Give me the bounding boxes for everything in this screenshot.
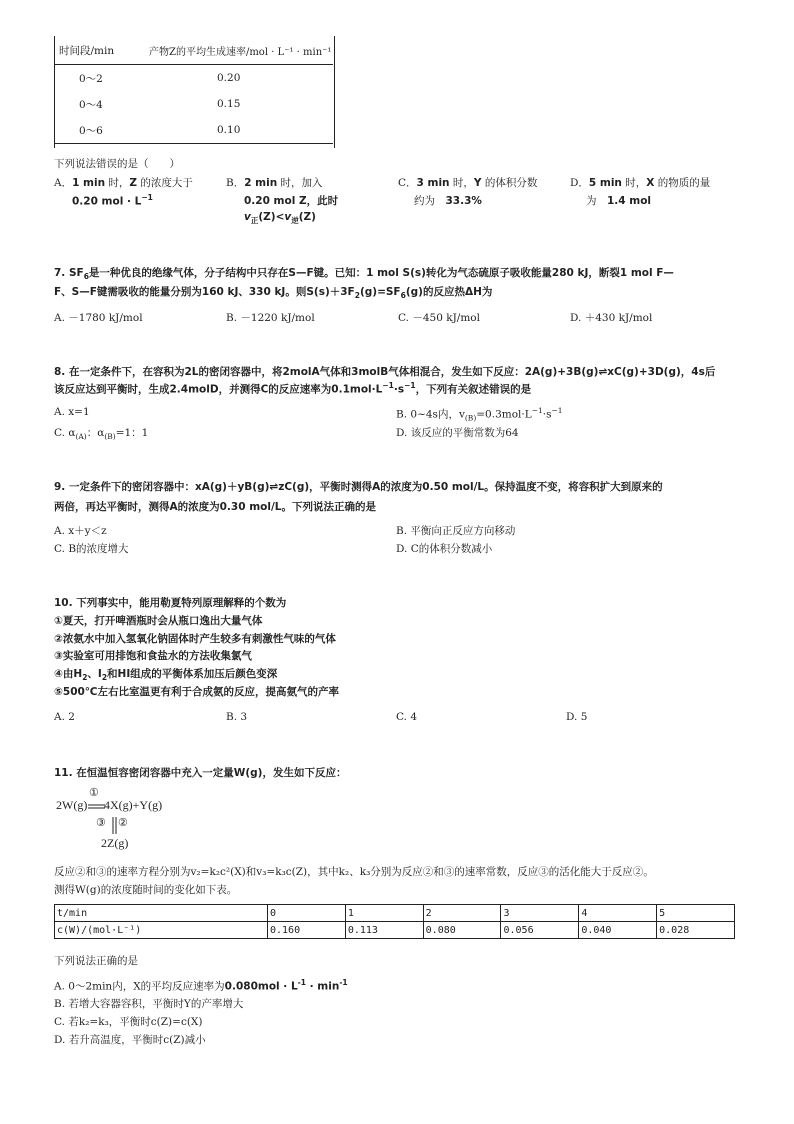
q10-option-c[interactable]: C. 4 <box>396 711 418 723</box>
q9-option-c[interactable]: C. B的浓度增大 <box>54 543 129 555</box>
text: 是一种优良的绝缘气体，分子结构中只存在S—F键。已知：1 mol S(s)转化为气态硫原子吸收能量280 kJ，断裂1 mol F— <box>88 267 674 279</box>
q9-option-d[interactable]: D. C的体积分数减小 <box>396 543 493 555</box>
text: (B) <box>464 413 477 423</box>
text: 时， <box>108 177 130 189</box>
q10-option-d[interactable]: D. 5 <box>566 711 588 723</box>
text: (g)的反应热ΔH为 <box>405 286 493 298</box>
q7-option-a[interactable]: A. －1780 kJ/mol <box>54 312 143 324</box>
q11-option-a[interactable]: A. 0～2min内，X的平均反应速率为$0.080mol \cdot L^{-1} \cdot \min^{-1}$ <box>54 978 348 993</box>
q10-item-5: ⑤500℃左右比室温更有利于合成氨的反应，提高氨气的产率 <box>54 686 340 698</box>
text: 0.080mol · L <box>224 980 298 993</box>
q11-paragraph-1: 反应②和③的速率方程分别为v₂=k₂c²(X)和v₃=k₃c(Z)，其中k₂、k₃分别为反应②和③的速率常数，反应③的活化能大于反应②。 <box>54 866 654 878</box>
text: Z <box>129 177 138 189</box>
table-cell: 3 <box>501 905 579 922</box>
q8-option-b[interactable]: B. 0~4s内，$v_{(B)}=0.3mol\cdot L^{-1}\cdot s^{-1}$ <box>396 406 563 423</box>
text: 的浓度大于 <box>140 177 193 189</box>
q10-stem: 10. 下列事实中，能用勒夏特列原理解释的个数为 <box>54 597 287 609</box>
rate-table <box>55 36 333 144</box>
text: =0.3mol·L <box>476 408 532 421</box>
q10-option-a[interactable]: A. 2 <box>54 711 75 723</box>
table-cell: 0.028 <box>657 922 735 939</box>
q6-option-b-line3: $v_正(Z)<v_逆(Z)$ <box>244 211 316 226</box>
text: Y <box>473 177 482 189</box>
q6-option-b[interactable] <box>226 175 323 190</box>
table-cell: 0～6 <box>55 117 149 144</box>
table-row <box>55 65 333 92</box>
table-row <box>55 922 735 939</box>
text: ④由H <box>54 668 83 680</box>
text: X <box>646 177 655 189</box>
text: 5 min <box>588 177 622 189</box>
q7-option-d[interactable]: D. ＋430 kJ/mol <box>570 312 653 324</box>
option-letter: C． <box>398 177 417 189</box>
q10-item-2: ②浓氨水中加入氢氧化钠固体时产生较多有刺激性气味的气体 <box>54 633 336 645</box>
q8-stem-line2: 该反应达到平衡时，生成2.4molD，并测得C的反应速率为$0.1mol\cdot L^{-1}\cdot s^{-1}$，下列有关叙述错误的是 <box>54 381 532 396</box>
q8-option-d[interactable]: D. 该反应的平衡常数为64 <box>396 427 519 439</box>
q7-option-b[interactable]: B. －1220 kJ/mol <box>226 312 315 324</box>
q7-stem-line2: F、S—F键需吸收的能量分别为160 kJ、330 kJ。则$S(s)+3F_2(g)=SF_6(g)$的反应热ΔH为 <box>54 286 493 301</box>
scheme-label-1: ① <box>89 787 99 799</box>
q9-option-a[interactable]: A. x＋y＜z <box>54 525 107 537</box>
text: 的体积分数 <box>484 177 538 189</box>
text: 1 min <box>72 177 106 189</box>
scheme-reactant: 2W(g) <box>56 798 88 812</box>
scheme-label-3: ③ <box>96 817 106 829</box>
table-cell: 0～2 <box>79 72 103 85</box>
table-cell: 0.160 <box>268 922 346 939</box>
text: 约为 <box>414 195 435 207</box>
table-cell: 4 <box>579 905 657 922</box>
table-row <box>55 117 333 144</box>
table-cell: 0.10 <box>149 117 333 144</box>
q10-item-1: ①夏天，打开啤酒瓶时会从瓶口逸出大量气体 <box>54 615 263 627</box>
q6-option-b-line2: 0.20 mol Z，此时 <box>244 195 339 207</box>
q8-option-c[interactable] <box>54 425 148 441</box>
text: (g)=SF <box>359 286 401 298</box>
q6-option-a-line2: 0.20 mol · $L^{-1}$ <box>72 193 153 208</box>
text: 时， <box>625 177 647 189</box>
q10-option-b[interactable]: B. 3 <box>226 711 248 723</box>
option-letter: D． <box>570 177 589 189</box>
text: =1：1 <box>115 427 149 439</box>
table-row <box>55 91 333 117</box>
text: B. 0~4s内，v <box>396 408 465 421</box>
text: (B) <box>104 432 116 442</box>
reaction-scheme <box>56 786 176 856</box>
q11-paragraph-2: 测得W(g)的浓度随时间的变化如下表。 <box>54 884 238 896</box>
q11-option-b[interactable]: B. 若增大容器容积，平衡时Y的产率增大 <box>54 998 244 1010</box>
text: (A) <box>75 432 87 442</box>
table-cell: 1 <box>345 905 423 922</box>
text: 1.4 mol <box>607 195 652 207</box>
q11-stem: 11. 在恒温恒容密闭容器中充入一定量W(g)，发生如下反应： <box>54 767 347 779</box>
q7-stem-line1: 7. $SF_6$是一种优良的绝缘气体，分子结构中只存在S—F键。已知：1 mol S(s)转化为气态硫原子吸收能量280 kJ，断裂1 mol F— <box>54 267 674 282</box>
option-letter: A． <box>54 177 73 189</box>
text: 为 <box>586 195 597 207</box>
q11-prompt: 下列说法正确的是 <box>54 955 138 967</box>
text: 2 min <box>244 177 278 189</box>
text: A. 0～2min内，X的平均反应速率为 <box>54 980 225 993</box>
text: 时，加入 <box>280 177 323 189</box>
text: 该反应达到平衡时，生成2.4molD，并测得C的反应速率为0.1mol·L <box>54 383 383 396</box>
text: C. α <box>54 427 76 439</box>
text: ·s <box>393 383 405 396</box>
text: ·s <box>542 408 552 421</box>
option-letter: B． <box>226 177 245 189</box>
q10-item-4: ④由$H_2$、$I_2$和HI组成的平衡体系加压后颜色变深 <box>54 668 278 683</box>
text: 33.3% <box>445 195 482 207</box>
table-cell: 0.040 <box>579 922 657 939</box>
q6-option-c-line2 <box>414 193 482 208</box>
q6-option-c[interactable] <box>398 175 537 190</box>
q11-option-d[interactable]: D. 若升高温度，平衡时c(Z)减小 <box>54 1034 206 1046</box>
table-header-rate: 产物Z的平均生成速率/mol · L⁻¹ · min⁻¹ <box>149 36 333 65</box>
table-row <box>55 905 735 922</box>
q9-option-b[interactable]: B. 平衡向正反应方向移动 <box>396 525 516 537</box>
q9-stem-line1: 9. 一定条件下的密闭容器中：xA(g)＋yB(g)⇌zC(g)，平衡时测得A的浓度为0.50 mol/L。保持温度不变，将容积扩大到原来的 <box>54 481 663 493</box>
q10-item-3: ③实验室可用排饱和食盐水的方法收集氯气 <box>54 650 252 662</box>
text: · min <box>305 980 340 993</box>
table-cell: 0.113 <box>345 922 423 939</box>
concentration-table <box>54 904 735 939</box>
text: 和HI组成的平衡体系加压后颜色变深 <box>107 668 278 680</box>
table-cell: 0.056 <box>501 922 579 939</box>
text: 时， <box>452 177 474 189</box>
text: ：α <box>86 427 105 439</box>
q8-option-a[interactable]: A. x=1 <box>54 406 90 418</box>
q6-prompt: 下列说法错误的是（ ） <box>54 158 180 170</box>
text: F、S—F键需吸收的能量分别为160 kJ、330 kJ。则S(s)＋3F <box>54 286 355 298</box>
text: 0.20 mol · L <box>72 195 142 208</box>
q7-option-c[interactable]: C. －450 kJ/mol <box>398 312 480 324</box>
q9-stem-line2: 两倍，再达平衡时，测得A的浓度为0.30 mol/L。下列说法正确的是 <box>54 501 376 513</box>
table-cell: 0～4 <box>79 98 103 111</box>
scheme-bottom-product: 2Z(g) <box>101 836 129 850</box>
text: 7. SF <box>54 267 84 279</box>
table-header-time: 时间段/min <box>55 36 149 65</box>
q6-option-d[interactable] <box>570 175 710 190</box>
text: ，下列有关叙述错误的是 <box>415 383 532 396</box>
table-cell: 0.15 <box>217 98 241 110</box>
table-cell: c(W)/(mol·L⁻¹) <box>55 922 268 939</box>
scheme-label-2: ② <box>118 817 128 829</box>
text: 的物质的量 <box>657 177 711 189</box>
text: 、I <box>87 668 102 680</box>
text: 3 min <box>416 177 450 189</box>
q6-option-a[interactable] <box>54 175 193 190</box>
table-cell: t/min <box>55 905 268 922</box>
scheme-product: 4X(g)+Y(g) <box>104 798 163 812</box>
table-cell: 0.080 <box>423 922 501 939</box>
q6-option-d-line2 <box>586 193 651 208</box>
q8-stem-line1: 8. 在一定条件下，在容积为2L的密闭容器中，将2molA气体和3molB气体相混合，发生如下反应：2A(g)+3B(g)⇌xC(g)+3D(g)，4s后 <box>54 366 716 378</box>
q11-option-c[interactable]: C. 若k₂=k₃，平衡时c(Z)=c(X) <box>54 1016 203 1028</box>
table-cell: 0.20 <box>217 72 241 84</box>
table-cell: 0 <box>268 905 346 922</box>
table-cell: 5 <box>657 905 735 922</box>
table-cell: 2 <box>423 905 501 922</box>
